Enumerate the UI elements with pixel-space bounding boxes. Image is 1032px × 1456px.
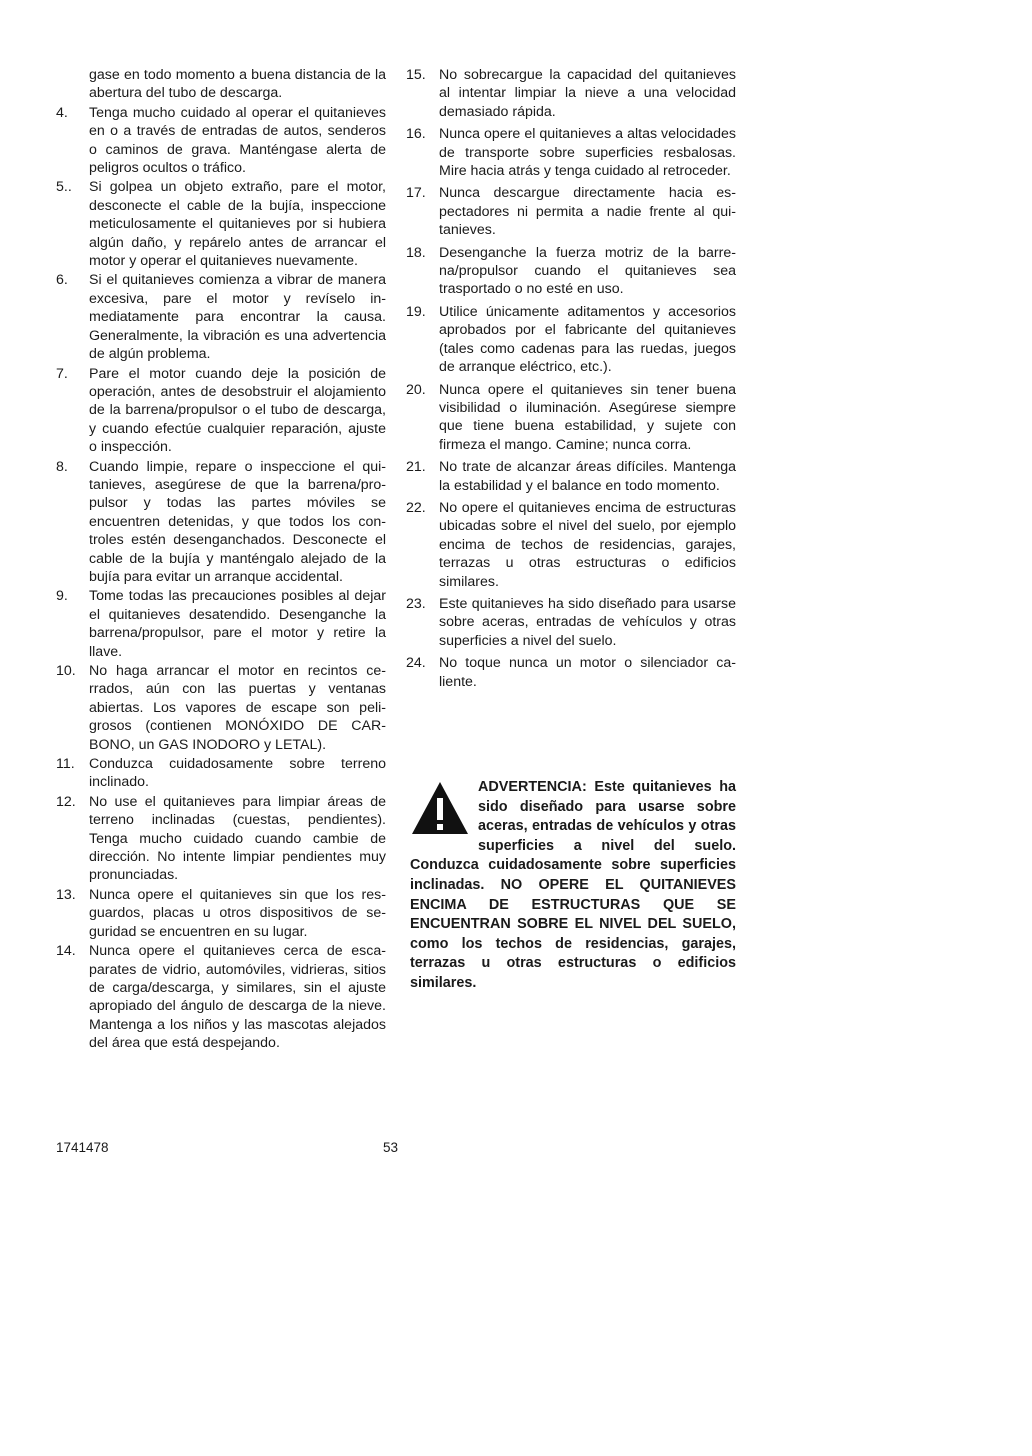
item-number: 10. [56,663,76,679]
item-number: 24. [406,655,426,672]
item-number: 13. [56,886,76,903]
warning-title: ADVERTENCIA: [478,779,587,795]
item-number: 17. [406,185,426,202]
list-item [56,755,386,792]
list-item [406,184,736,239]
continued-item-text: gase en todo momento a buena distancia de la abertura del tubo de descarga. [89,67,386,102]
item-text: Este quitanieves ha sido diseñado para usarse sobre aceras, entradas de vehículos y otras superficies a nivel del suelo. [439,595,736,649]
item-text: Si golpea un objeto extraño, pare el motor, desconecte el cable de la bujía, inspeccione meticulosamente el quitanieves por si hubiera algún daño, y repárelo antes de arrancar el motor y operar el quitanieves nuevamente. [89,179,386,270]
list-item [56,587,386,661]
item-text: Nunca opere el quitanieves cerca de escaparates de vidrio, automóviles, vidrieras, sitios de carga/descarga, y similares, sin el ajuste apropiado del ángulo de descarga de la nieve. Mantenga a los niños y las mascotas alejados del área que está despejando. [89,943,386,1052]
item-number: 23. [406,595,426,612]
item-text: Si el quitanieves comienza a vibrar de manera excesiva, pare el motor y revíselo inmediatamente para encontrar la causa. Generalmente, la vibración es una advertencia de algún problema. [89,272,386,363]
item-number: 5.. [56,179,72,196]
item-number: 12. [56,793,76,810]
item-text: Cuando limpie, repare o inspeccione el quitanieves, asegúrese de que la barrena/propulsor y todas las partes móviles se encuentren detenidas, y que todos los controles estén desenganchados. Desconecte el cable de la bujía y manténgalo alejado de la bujía para evitar un arranque accidental. [89,458,386,585]
warning-body: Conduzca cuidadosamente sobre superficies inclinadas. NO OPERE EL QUITANIEVES ENCIMA DE ESTRUCTURAS QUE SE ENCUENTRAN SOBRE EL NIVEL DEL SUELO, como los techos de residencias, garajes, terrazas u otras estructuras o edificios similares. [410,857,736,991]
warning-box [410,778,736,994]
left-column [56,66,386,1054]
list-item [56,104,386,178]
item-text: No toque nunca un motor o silenciador caliente. [439,655,736,690]
item-number: 8. [56,458,68,475]
list-item [56,662,386,754]
item-text: No trate de alcanzar áreas difíciles. Mantenga la estabilidad y el balance en todo momento. [439,459,736,494]
list-item [56,793,386,885]
item-number: 16. [406,126,426,143]
item-text: Pare el motor cuando deje la posición de operación, antes de desobstruir el alojamiento de la barrena/propulsor o el tubo de descarga, y cuando efectúe cualquier reparación, ajuste o inspección. [89,365,386,456]
warning-triangle-icon [410,780,470,836]
item-text: Nunca opere el quitanieves sin tener buena visibilidad o iluminación. Asegúrese siempre que tiene buena estabilidad, y sujete con firmeza el mango. Camine; nunca corra. [439,381,736,453]
list-item [406,654,736,691]
item-text: No haga arrancar el motor en recintos cerrados, aún con las puertas y ventanas abiertas. Los vapores de escape son peligrosos (contienen MONÓXIDO DE CARBONO, un GAS INODORO y LETAL). [89,663,386,753]
item-text: Nunca opere el quitanieves sin que los resguardos, placas u otros dispositivos de seguridad se encuentren en su lugar. [89,886,386,940]
list-item [56,271,386,363]
document-id: 1741478 [56,1140,109,1155]
list-item [56,178,386,270]
list-item [406,499,736,591]
item-number: 19. [406,303,426,320]
list-item [406,125,736,180]
item-number: 6. [56,272,68,289]
item-text: Nunca opere el quitanieves a altas velocidades de transporte sobre superficies resbalosas. Mire hacia atrás y tenga cuidado al retroceder. [439,126,736,180]
item-number: 22. [406,499,426,516]
page-number: 53 [383,1140,399,1155]
list-item [56,886,386,941]
list-item [56,458,386,587]
item-text: Tenga mucho cuidado al operar el quitanieves en o a través de entradas de autos, senderos o caminos de grava. Manténgase alerta de peligros ocultos o tráfico. [89,104,386,177]
list-item [406,381,736,455]
list-item [56,365,386,457]
warning-intro: Este quitanieves ha sido diseñado para usarse sobre aceras, entradas de vehículos y otras superficies a nivel del suelo. [478,779,736,854]
item-number: 9. [56,588,68,605]
list-item [406,303,736,377]
list-item [406,244,736,299]
list-item [406,458,736,495]
item-text: Utilice únicamente aditamentos y accesorios aprobados por el fabricante del quitanieves (tales como cadenas para las ruedas, juegos de arranque eléctrico, etc.). [439,303,736,376]
item-number: 18. [406,244,426,261]
item-text: Desenganche la fuerza motriz de la barrena/propulsor cuando el quitanieves sea trasportado o no esté en uso. [439,244,736,298]
item-text: Nunca descargue directamente hacia espectadores ni permita a nadie frente al quitanieves. [439,185,736,239]
item-number: 20. [406,381,426,398]
item-number: 14. [56,943,76,960]
item-text: No use el quitanieves para limpiar áreas de terreno inclinadas (cuestas, pendientes). Tenga mucho cuidado cuando cambie de dirección. No intente limpiar pendientes muy pronunciadas. [89,793,386,884]
list-item [56,942,386,1052]
item-number: 21. [406,459,426,476]
item-number: 4. [56,104,68,121]
item-number: 15. [406,67,426,83]
list-item [406,595,736,650]
right-column [406,66,736,695]
item-text: No opere el quitanieves encima de estructuras ubicadas sobre el nivel del suelo, por ejemplo encima de techos de residencias, garajes, terrazas u otras estructuras o edificios similares. [439,499,736,590]
item-number: 11. [56,756,75,773]
item-number: 7. [56,365,68,382]
item-text: Tome todas las precauciones posibles al dejar el quitanieves desatendido. Desenganche la barrena/propulsor, pare el motor y retire la llave. [89,588,386,660]
item-text: No sobrecargue la capacidad del quitanieves al intentar limpiar la nieve a una velocidad demasiado rápida. [439,67,736,120]
list-item [406,66,736,121]
item-text: Conduzca cuidadosamente sobre terreno inclinado. [89,756,386,791]
